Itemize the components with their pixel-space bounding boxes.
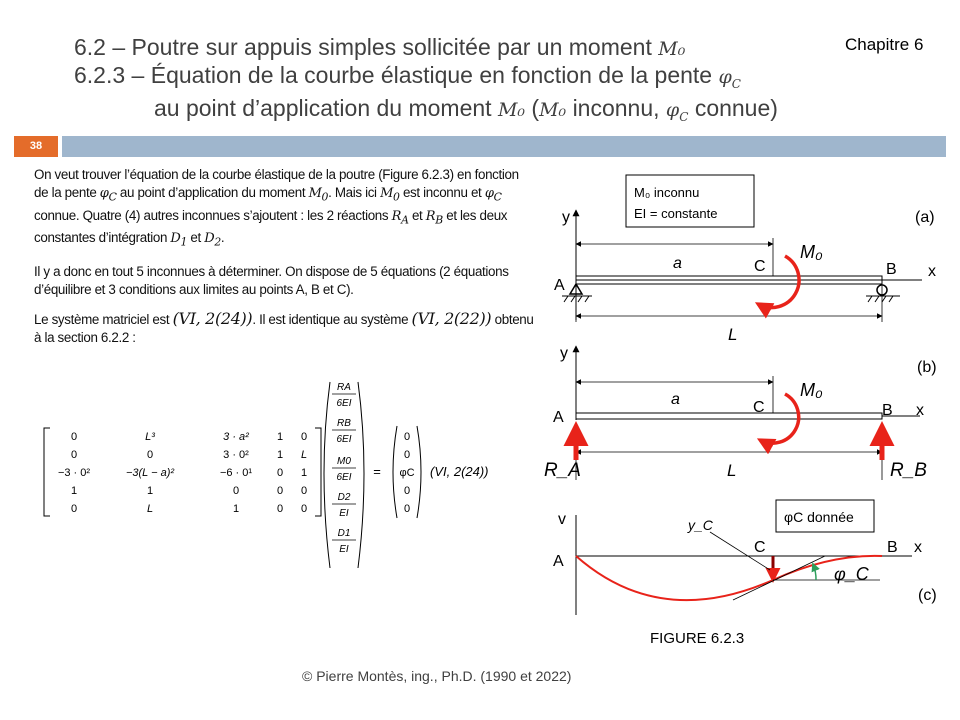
title-line-1 [74,34,685,63]
matrix-cell: 0 [300,431,308,443]
unknown-numerator: D2 [337,492,351,503]
figure-6-2-3 [540,160,960,660]
matrix-cell: 0 [276,467,284,479]
matrix-cell: 0 [276,485,284,497]
title-line-2 [74,62,741,98]
matrix-cell: −3 · 0² [57,467,91,479]
label-y-b: y [560,345,568,362]
chapter-label: Chapitre 6 [845,35,924,54]
matrix-cell: −3(L − a)² [125,467,175,479]
tag-b: (b) [917,359,937,376]
page-number: 38 [14,136,58,157]
title-line-1-text: 6.2 – Poutre sur appuis simples sollicitée par un moment [74,34,652,60]
label-v-c: v [558,511,566,528]
unknown-denominator: EI [339,544,349,555]
matrix-bracket-right [315,428,321,516]
matrix-cell: 0 [146,449,154,461]
rhs-paren-left [393,426,397,518]
label-B-a: B [886,261,897,278]
unknown-paren-right [358,382,364,568]
paragraph-2: Il y a donc en tout 5 inconnues à déterminer. On dispose de 5 équations (2 équations d’équilibre et 3 conditions aux limites au points A, B et C). [34,263,509,297]
panel-a [554,175,936,344]
paragraph-3: Le système matriciel est (VI, 2(24)). Il est identique au système (VI, 2(22)) obtenu à la section 6.2.2 : [34,308,534,345]
unknown-numerator: D1 [337,528,351,539]
label-B-b: B [882,402,893,419]
panel-c [553,500,937,615]
label-dim-a: a [673,255,682,272]
rhs-cell: 0 [403,503,411,515]
unknown-numerator: RA [337,382,351,393]
matrix-equation [40,372,540,572]
label-M0-a: M₀ [800,242,823,262]
panel-b [544,345,937,481]
tag-c: (c) [918,587,937,604]
label-dim-L: L [728,325,738,344]
label-phiC: φ_C [834,564,869,584]
matrix-cell: 1 [300,467,308,479]
copyright: © Pierre Montès, ing., Ph.D. (1990 et 2022) [302,668,572,684]
matrix-cell: L [300,449,308,461]
title-line-3-m0b: M₀ [539,99,567,121]
matrix-cell: 3 · 0² [223,449,249,461]
rhs-cell: 0 [403,431,411,443]
label-y-a: y [562,209,570,226]
tag-a: (a) [915,209,935,226]
rhs-cell: 0 [403,449,411,461]
matrix-cell: 0 [70,431,78,443]
label-x-c: x [914,539,922,556]
title-m0: M₀ [658,38,686,60]
label-C-c: C [754,539,766,556]
matrix-cell: 3 · a² [223,431,249,443]
label-yC: y_C [688,517,713,533]
info-box-line1: M₀ inconnu [634,185,700,200]
label-B-c: B [887,539,898,556]
matrix-cell: 1 [70,485,78,497]
matrix-cell: 0 [70,503,78,515]
unknown-numerator: RB [337,418,351,429]
unknown-denominator: 6EI [336,398,352,409]
unknown-denominator: EI [339,508,349,519]
label-A-a: A [554,277,565,294]
matrix-cell: L [146,503,154,515]
header-bar [62,136,946,157]
title-line-3-phic: $\varphi_C$ [665,99,689,124]
tangent-line [733,556,825,600]
matrix-cell: 0 [300,485,308,497]
unknown-numerator: M0 [337,456,351,467]
matrix-cell: 1 [276,449,284,461]
matrix-cell: L³ [145,431,155,443]
label-C-a: C [754,258,766,275]
title-line-3b: inconnu, [572,95,660,121]
matrix-bracket-left [44,428,50,516]
unknown-denominator: 6EI [336,434,352,445]
matrix-cell: 0 [232,485,240,497]
beam-b [576,413,882,419]
figure-caption: FIGURE 6.2.3 [650,630,745,647]
label-x-a: x [928,263,936,280]
label-x-b: x [916,402,924,419]
unknown-denominator: 6EI [336,472,352,483]
matrix-cell: 0 [300,503,308,515]
title-line-3: au point d’application du moment M₀ (M₀ inconnu, $\varphi_C$ connue) [154,95,778,124]
matrix-cell: 1 [232,503,240,515]
label-RB: R_B [890,460,927,481]
title-line-3a: au point d’application du moment [154,95,492,121]
body-text [34,166,536,358]
paragraph-1: On veut trouver l’équation de la courbe élastique de la poutre (Figure 6.2.3) en fonction de la pente $\varphi_C$ au point d’application du moment $M_0$. Mais ici $M_0$ est inconnu et $\varphi_C$ connue. Quatre (4) autres inconnues s’ajoutent : les 2 réactions $R_A$ et $R_B$ et les deux constantes d’intégration $D_1$ et $D_2$. [34,167,519,249]
slope-arc [813,564,816,580]
equals-sign: = [373,464,381,479]
matrix-cell: 0 [70,449,78,461]
matrix-cell: 1 [146,485,154,497]
matrix-cell: −6 · 0¹ [219,467,253,479]
label-dim-L-b: L [727,461,737,480]
title-line-3c: connue) [694,95,778,121]
title-line-2-text: 6.2.3 – Équation de la courbe élastique en fonction de la pente [74,62,713,88]
rhs-cell: φC [399,467,415,479]
given-box-text: φC donnée [784,509,854,525]
matrix-cell: 1 [276,431,284,443]
label-A-c: A [553,553,564,570]
unknown-paren-left [324,382,330,568]
label-C-b: C [753,399,765,416]
label-dim-a-b: a [671,391,680,408]
title-line-3-m0: M₀ [497,99,526,121]
label-A-b: A [553,409,564,426]
rhs-cell: 0 [403,485,411,497]
title-phic: $\varphi_C$ [718,66,741,91]
label-M0-b: M₀ [800,380,823,400]
equation-label: (VI, 2(24)) [430,464,489,479]
rhs-paren-right [417,426,421,518]
matrix-cell: 0 [276,503,284,515]
info-box-line2: EI = constante [634,206,718,221]
label-RA: R_A [544,460,581,481]
